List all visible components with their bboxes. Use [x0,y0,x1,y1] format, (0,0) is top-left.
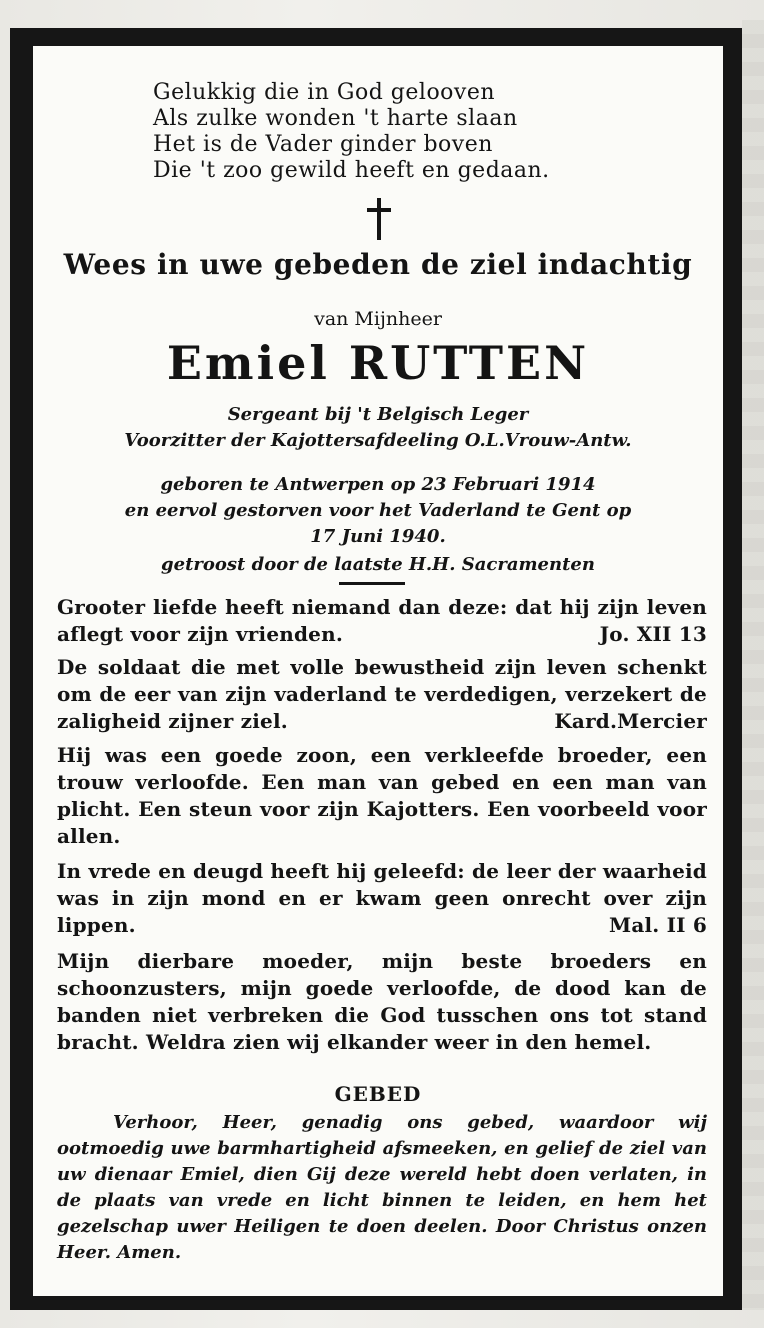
paragraph-4-ref: Mal. II 6 [608,913,707,937]
paragraph-4-text: In vrede en deugd heeft hij geleefd: de leer der waarheid was in zijn mond en er kwam geen onrecht over zijn lippen. [57,859,707,937]
paragraph-2-text: De soldaat die met volle bewustheid zijn leven schenkt om de eer van zijn vaderland te verdedigen, verzekert de zaligheid zijner ziel. [57,655,707,733]
cross-icon [367,198,391,240]
paragraph-1-text: Grooter liefde heeft niemand dan deze: dat hij zijn leven aflegt voor zijn vrienden. [57,595,707,646]
title-1: Sergeant bij 't Belgisch Leger [227,404,529,425]
prayer-text: Verhoor, Heer, genadig ons gebed, waardoor wij ootmoedig uwe barmhartigheid afsmeeken, en gelief de ziel van uw dienaar Emiel, dien Gij deze wereld hebt doen verlaten, in de plaats van vrede en licht binnen te leiden, en hem het gezelschap uwer Heiligen te doen deelen. Door Christus onzen Heer. Amen. [57,1112,707,1263]
death-date: 17 Juni 1940. [310,526,446,547]
birth-line: geboren te Antwerpen op 23 Februari 1914 [160,474,596,495]
paragraph-1-ref: Jo. XII 13 [599,622,707,646]
heading: Wees in uwe gebeden de ziel indachtig [63,248,693,281]
card-inner [33,46,723,1296]
paragraph-1 [57,594,707,648]
separator-rule [339,582,405,585]
paragraph-5 [57,948,707,1056]
poem-line-4: Die 't zoo gewild heeft en gedaan. [153,158,550,183]
poem-line-3: Het is de Vader ginder boven [153,132,493,157]
poem-line-2: Als zulke wonden 't harte slaan [153,106,518,131]
paragraph-3-text: Hij was een goede zoon, een verkleefde broeder, een trouw verloofde. Een man van gebed en een man van plicht. Een steun voor zijn Kajotters. Een voorbeeld voor allen. [57,743,707,848]
paragraph-4 [57,858,707,939]
title-2: Voorzitter der Kajottersafdeeling O.L.Vrouw-Antw. [124,430,632,451]
poem [33,80,723,184]
paragraph-2 [57,654,707,735]
death-line: en eervol gestorven voor het Vaderland te Gent op [124,500,632,521]
paragraph-3 [57,742,707,850]
gebed-title: GEBED [334,1082,422,1106]
adjacent-page-edge [742,20,764,1310]
poem-line-1: Gelukkig die in God gelooven [153,80,496,105]
deceased-name: Emiel RUTTEN [166,336,590,390]
paragraph-5-text: Mijn dierbare moeder, mijn beste broeders en schoonzusters, mijn goede verloofde, de dood kan de banden niet verbreken die God tusschen ons tot stand bracht. Weldra zien wij elkander weer in den hemel. [57,949,707,1054]
memorial-card [10,28,742,1310]
van-mijnheer: van Mijnheer [314,308,442,330]
sacraments-line: getroost door de laatste H.H. Sacramenten [161,554,595,575]
paragraph-2-ref: Kard.Mercier [554,709,707,733]
